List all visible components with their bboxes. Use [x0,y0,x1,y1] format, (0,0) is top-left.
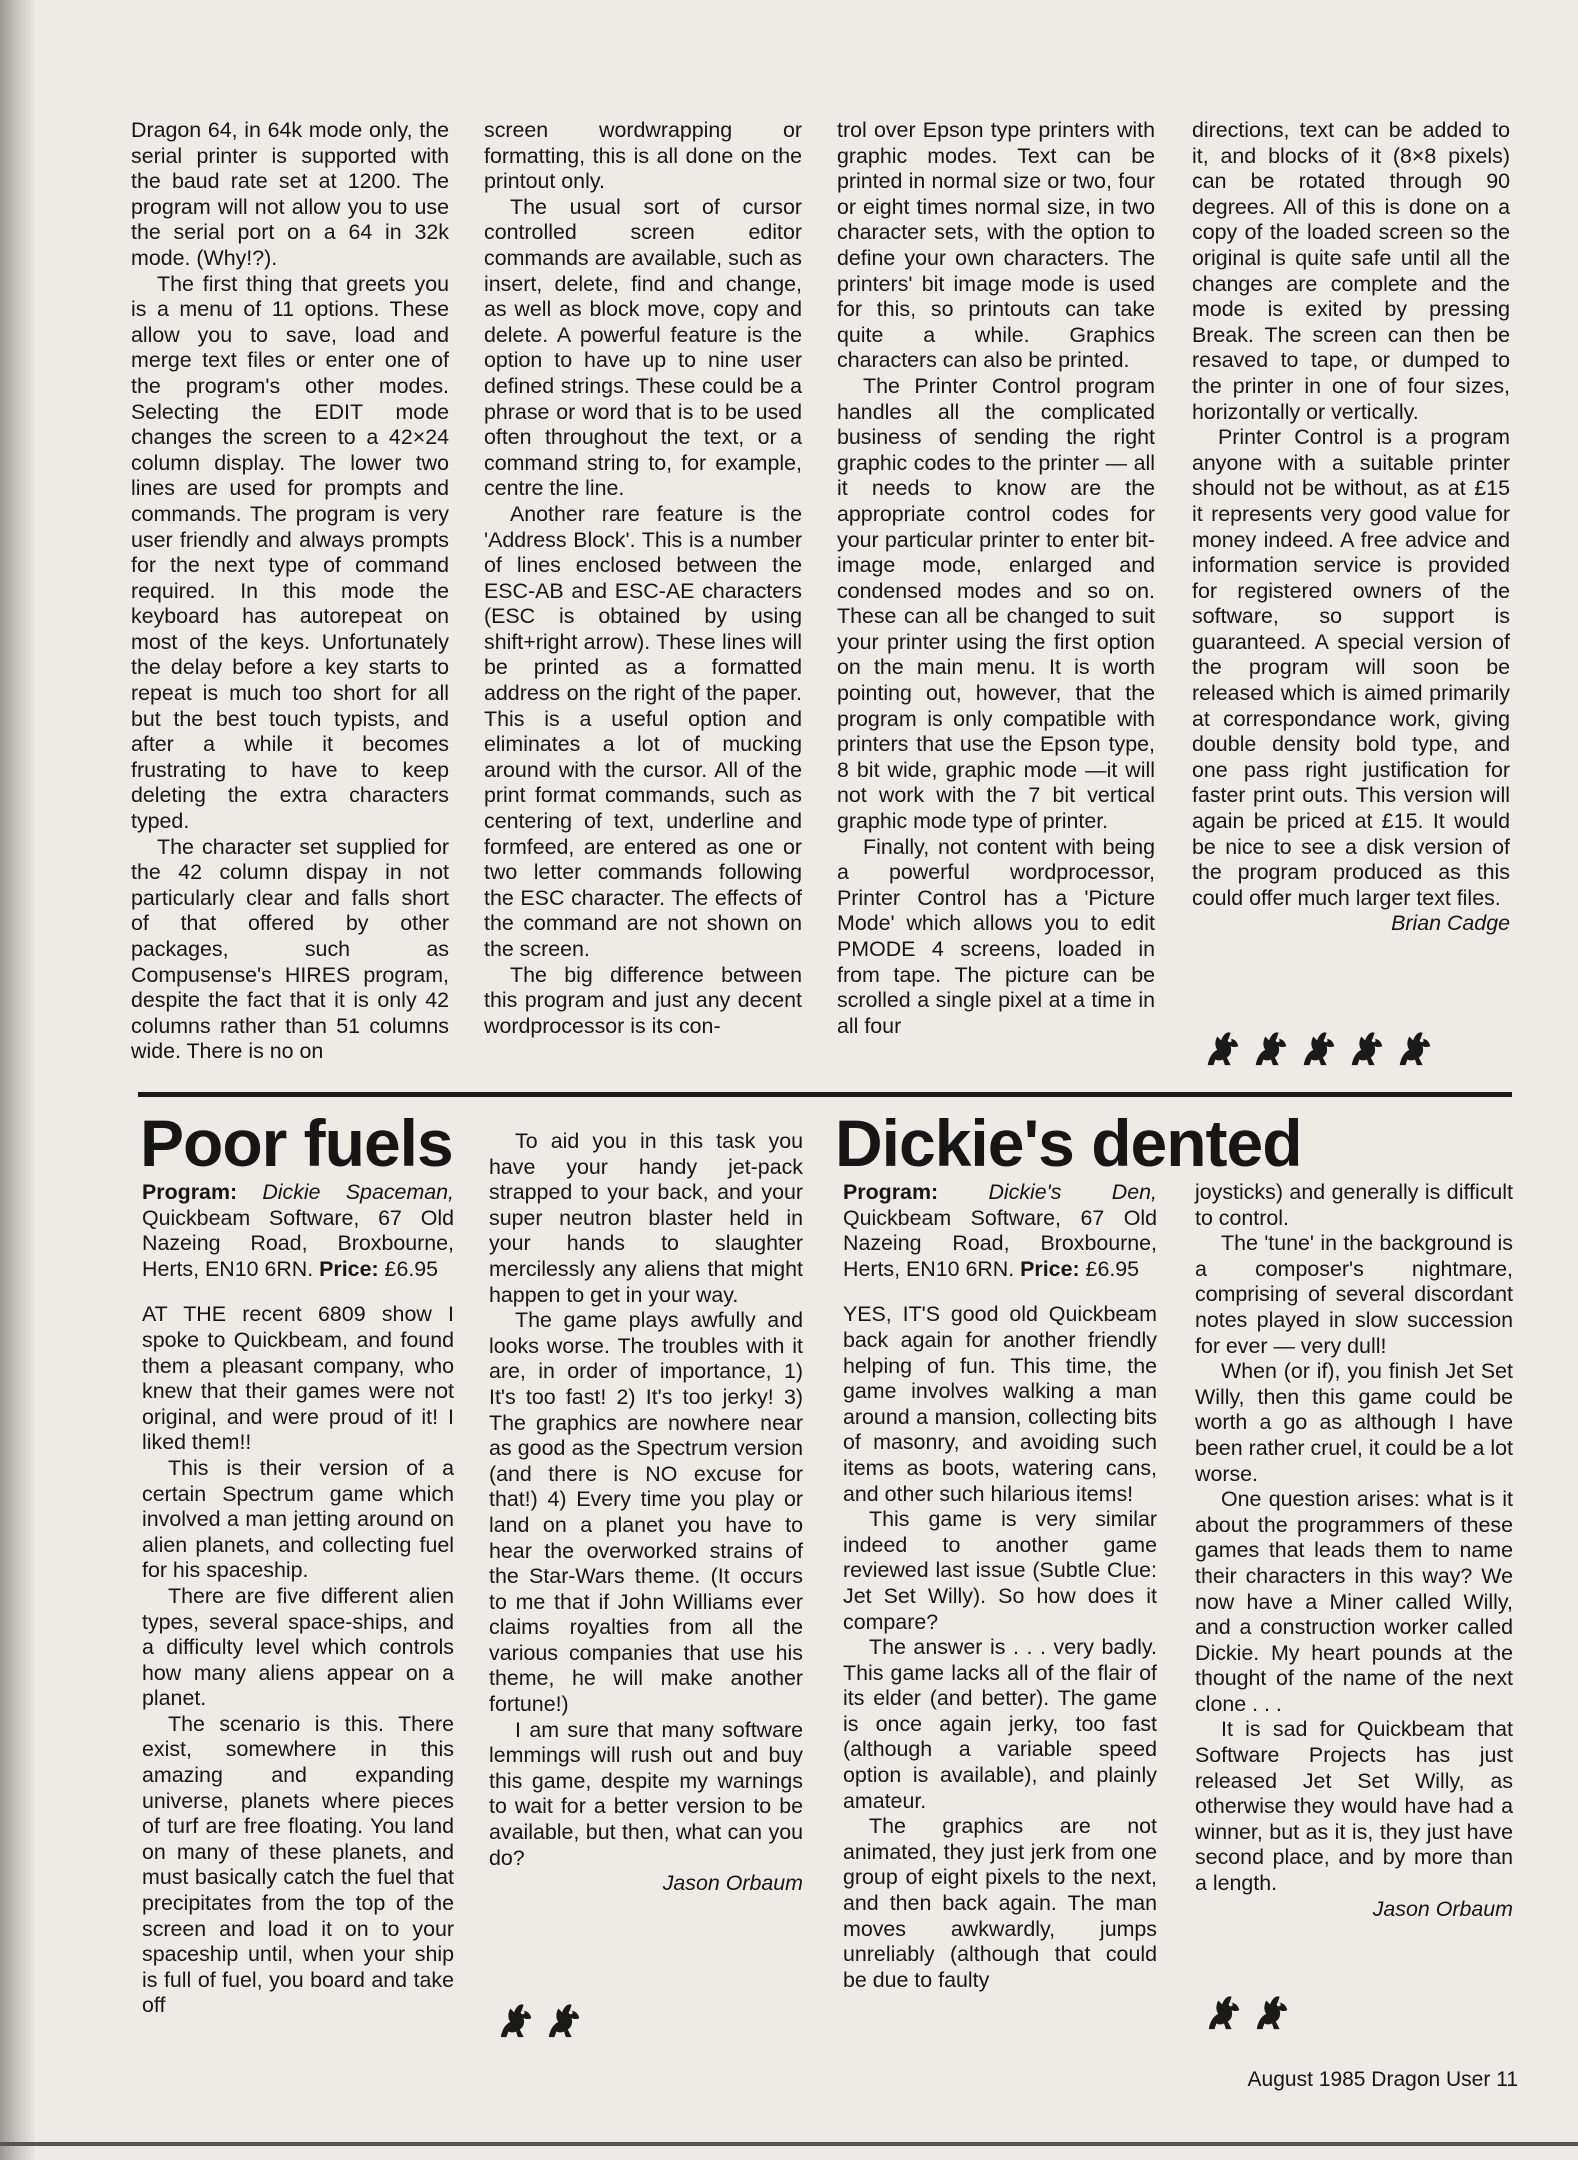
price: £6.95 [384,1256,439,1281]
page-binding-shadow [0,0,34,2160]
price-label: Price: [319,1256,379,1281]
paragraph: The scenario is this. There exist, somewhere in this amazing and expanding universe, planets where pieces of turf are free floating. You land on many of these planets, and must basically catch the fuel that precipitates from the top of the screen and load it on to your spaceship until, when your ship is full of fuel, you board and take off [142,1711,454,2018]
paragraph: It is sad for Quickbeam that Software Projects has just released Jet Set Willy, as otherwise they would have had a winner, but as it is, they just have second place, and by more than a length. [1195,1717,1513,1896]
page-footer: August 1985 Dragon User 11 [1247,2068,1518,2091]
review3-headline: Dickie's dented [835,1106,1302,1180]
review1-column-3 [837,118,1155,1039]
review1-rating [1202,1026,1436,1070]
paragraph: The big difference between this program and just any decent wordprocessor is its con- [484,962,802,1038]
paragraph: AT THE recent 6809 show I spoke to Quickbeam, and found them a pleasant company, who knew that their games were not original, and were proud of it! I liked them!! [142,1302,454,1455]
author-signature: Jason Orbaum [1372,1896,1513,1921]
author-signature: Jason Orbaum [662,1871,803,1896]
paragraph: The character set supplied for the 42 column dispay in not particularly clear and falls short of that offered by other packages, such as Compusense's HIRES program, despite the fact that it is only 42 columns rather than 51 columns wide. There is no on [131,834,449,1064]
paragraph: directions, text can be added to it, and blocks of it (8×8 pixels) can be rotated through 90 degrees. All of this is done on a copy of the loaded screen so the original is quite safe until all the changes are complete and the mode is exited by pressing Break. The screen can then be resaved to tape, or dumped to the printer in one of four sizes, horizontally or vertically. [1192,118,1510,424]
paragraph: trol over Epson type printers with graphic modes. Text can be printed in normal size or two, four or eight times normal size, in two character sets, with the option to define your own characters. The printers' bit image mode is used for this, so printouts can take quite a while. Graphics characters can also be printed. [837,118,1155,373]
price-label: Price: [1020,1256,1080,1281]
dragon-rating-icon [543,1998,585,2042]
paragraph: The first thing that greets you is a menu of 11 options. These allow you to save, load and merge text files or enter one of the program's other modes. Selecting the EDIT mode changes the screen to a 42×24 column display. The lower two lines are used for prompts and commands. The program is very user friendly and always prompts for the next type of command required. In this mode the keyboard has autorepeat on most of the keys. Unfortunately the delay before a key starts to repeat is much too short for all but the best touch typists, and after a while it becomes frustrating to have to keep deleting the extra characters typed. [131,271,449,834]
author-signature: Brian Cadge [1391,911,1510,936]
paragraph: The Printer Control program handles all the complicated business of sending the right graphic codes to the printer — all it needs to know are the appropriate control codes for your particular printer to enter bit-image mode, enlarged and condensed modes and so on. These can all be changed to suit your printer using the first option on the main menu. It is worth pointing out, however, that the program is only compatible with printers that use the Epson type, 8 bit wide, graphic mode —it will not work with the 7 bit vertical graphic mode type of printer. [837,373,1155,834]
publisher-address: Quickbeam Software, 67 Old Nazeing Road, Broxbourne, Herts, EN10 6RN. [843,1205,1157,1281]
dragon-rating-icon [495,1998,537,2042]
paragraph: The answer is . . . very badly. This game lacks all of the flair of its elder (and better). The game is once again jerky, too fast (although a variable speed option is available), and plainly amateur. [843,1635,1157,1813]
program-info [843,1180,1157,1282]
paragraph: YES, IT'S good old Quickbeam back again for another friendly helping of fun. This time, the game involves walking a man around a mansion, collecting bits of masonry, and avoiding such items as boots, watering cans, and other such hilarious items! [843,1302,1157,1506]
page-edge-shadow [0,2142,1578,2146]
dragon-rating-icon [1346,1026,1388,1070]
paragraph: There are five different alien types, several space-ships, and a difficulty level which controls how many aliens appear on a planet. [142,1583,454,1711]
paragraph: This is their version of a certain Spectrum game which involved a man jetting around on alien planets, and collecting fuel for his spaceship. [142,1455,454,1583]
paragraph: Dragon 64, in 64k mode only, the serial printer is supported with the baud rate set at 1200. The program will not allow you to use the serial port on a 64 in 32k mode. (Why!?). [131,118,449,270]
paragraph: To aid you in this task you have your handy jet-pack strapped to your back, and your super neutron blaster held in your hands to slaughter mercilessly any aliens that might happen to get in your way. [489,1129,803,1307]
paragraph: Printer Control is a program anyone with a suitable printer should not be without, as at £15 it represents very good value for money indeed. A free advice and information service is provided for registered owners of the software, so support is guaranteed. A special version of the program will soon be released which is aimed primarily at correspondance work, giving double density bold type, and one pass right justification for faster print outs. This version will again be priced at £15. It would be nice to see a disk version of the program produced as this could offer much larger text files. [1192,425,1510,910]
review3-column-2 [1195,1180,1513,1922]
review3-column-1 [843,1180,1157,1993]
review1-column-1 [131,118,449,1065]
program-name: Dickie Spaceman, [262,1180,454,1204]
review2-column-1 [142,1180,454,2019]
program-label: Program: [843,1180,939,1204]
paragraph: screen wordwrapping or formatting, this is all done on the printout only. [484,118,802,194]
paragraph: Another rare feature is the 'Address Block'. This is a number of lines enclosed between the ESC-AB and ESC-AE characters (ESC is obtained by using shift+right arrow). These lines will be printed as a formatted address on the right of the paper. This is a useful option and eliminates a lot of mucking around with the cursor. All of the print format commands, such as centering of text, underline and formfeed, are entered as one or two letter commands following the ESC character. The effects of the command are not shown on the screen. [484,501,802,961]
dragon-rating-icon [1298,1026,1340,1070]
review1-column-2 [484,118,802,1039]
review1-column-4 [1192,118,1510,937]
program-label: Program: [142,1180,238,1204]
paragraph: The usual sort of cursor controlled screen editor commands are available, such as insert, delete, find and change, as well as block move, copy and delete. A powerful feature is the option to have up to nine user defined strings. These could be a phrase or word that is to be used often throughout the text, or a command string to, for example, centre the line. [484,194,802,501]
paragraph: This game is very similar indeed to another game reviewed last issue (Subtle Clue: Jet Set Willy). So how does it compare? [843,1507,1157,1634]
paragraph: The graphics are not animated, they just jerk from one group of eight pixels to the next, and then back again. The man moves awkwardly, jumps unreliably (although that could be due to faulty [843,1814,1157,1992]
paragraph: Finally, not content with being a powerful wordprocessor, Printer Control has a 'Picture Mode' which allows you to edit PMODE 4 screens, loaded in from tape. The picture can be scrolled a single pixel at a time in all four [837,834,1155,1038]
review2-headline: Poor fuels [140,1106,453,1180]
dragon-rating-icon [1250,1026,1292,1070]
paragraph: I am sure that many software lemmings will rush out and buy this game, despite my warnings to wait for a better version to be available, but then, what can you do? [489,1717,803,1870]
dragon-rating-icon [1394,1026,1436,1070]
review3-rating [1203,1990,1293,2034]
review2-column-2 [489,1129,803,1897]
paragraph: When (or if), you finish Jet Set Willy, then this game could be worth a go as although I have been rather cruel, it could be a lot worse. [1195,1359,1513,1486]
section-divider [138,1092,1512,1097]
paragraph: The game plays awfully and looks worse. The troubles with it are, in order of importance, 1) It's too fast! 2) It's too jerky! 3) The graphics are nowhere near as good as the Spectrum version (and there is NO excuse for that!) 4) Every time you play or land on a planet you have to hear the overworked strains of the Star-Wars theme. (It occurs to me that if John Williams ever claims royalties from all the various companies that use his theme, he will make another fortune!) [489,1308,803,1717]
review2-rating [495,1998,585,2042]
dragon-rating-icon [1202,1026,1244,1070]
paragraph: The 'tune' in the background is a composer's nightmare, comprising of several discordant notes played in slow succession for ever — very dull! [1195,1231,1513,1358]
program-info [142,1180,454,1282]
price: £6.95 [1085,1256,1140,1281]
paragraph: joysticks) and generally is difficult to control. [1195,1180,1513,1230]
program-name: Dickie's Den, [988,1180,1157,1204]
publisher-address: Quickbeam Software, 67 Old Nazeing Road, Broxbourne, Herts, EN10 6RN. [142,1205,454,1281]
dragon-rating-icon [1251,1990,1293,2034]
dragon-rating-icon [1203,1990,1245,2034]
paragraph: One question arises: what is it about the programmers of these games that leads them to name their characters in this way? We now have a Miner called Willy, and a construction worker called Dickie. My heart pounds at the thought of the name of the next clone . . . [1195,1487,1513,1716]
